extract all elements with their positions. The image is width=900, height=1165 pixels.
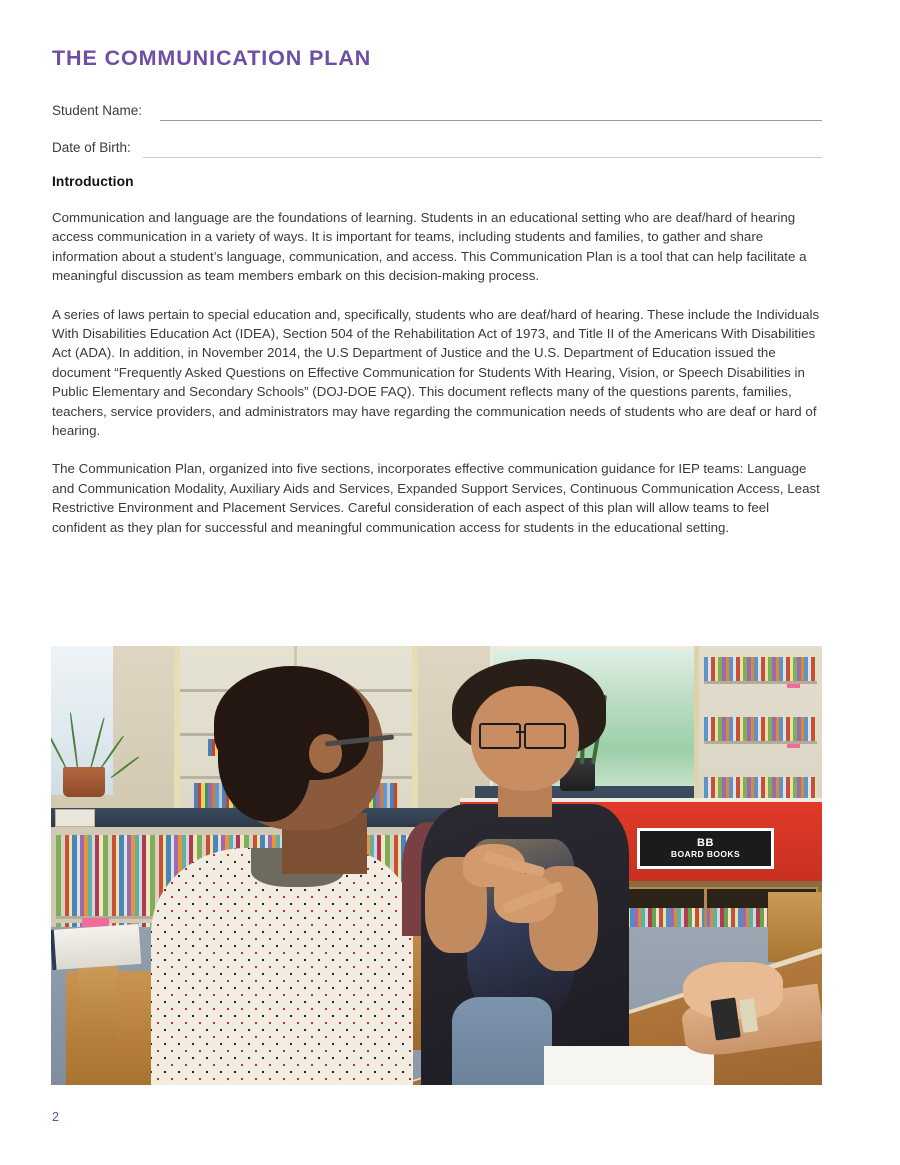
board-books-label: BOARD BOOKS — [670, 849, 741, 860]
board-books-abbrev: BB — [697, 837, 714, 850]
potted-plant — [63, 767, 105, 798]
student-right-glasses-bridge — [516, 731, 525, 733]
paper-on-table — [544, 1046, 714, 1086]
photo-scene — [51, 646, 822, 1085]
body-copy — [52, 208, 822, 537]
paragraph-3: The Communication Plan, organized into five sections, incorporates effective communication guidance for IEP teams: Language and Communication Modality, Auxiliary Aids and Services, Expanded Support Services, Continuous Communication Access, Least Restrictive Environment and Placement Services. Careful consideration of each aspect of this plan will allow teams to feel confident as they plan for successful and meaningful communication access for students in the educational setting. — [52, 461, 820, 535]
third-person-watch — [710, 998, 740, 1041]
page-number: 2 — [52, 1110, 59, 1124]
student-right-glasses-right-lens — [524, 723, 567, 749]
section-heading-introduction: Introduction — [52, 174, 134, 189]
date-of-birth-label: Date of Birth: — [52, 140, 131, 155]
board-books-sign — [637, 828, 774, 869]
student-name-label: Student Name: — [52, 103, 143, 118]
library-conversation-photo — [51, 646, 822, 1085]
student-name-input-rule[interactable] — [160, 120, 822, 121]
paragraph-2: A series of laws pertain to special education and, specifically, students who are deaf/hard of hearing. These include the Individuals With Disabilities Education Act (IDEA), Section 504 of the Rehabilitation Act of 1973, and Title II of the Americans With Disabilities Act (ADA). In addition, in November 2014, the U.S Department of Justice and the U.S. Department of Education issued the document “Frequently Asked Questions on Effective Communication for Students With Hearing, Vision, or Speech Disabilities in Public Elementary and Secondary Schools” (DOJ-DOE FAQ). This document reflects many of the questions parents, families, teachers, service providers, and administrators may have regarding the communication needs of students who are deaf or hard of hearing. — [52, 306, 820, 439]
student-name-field-row — [52, 101, 822, 123]
date-of-birth-field-row — [52, 138, 822, 160]
paragraph-1: Communication and language are the foundations of learning. Students in an educational setting who are deaf/hard of hearing access communication in a variety of ways. It is important for teams, including students and families, to gather and share information about a student’s language, communication, and access. This Communication Plan is a tool that can help facilitate a meaningful discussion as team members embark on this decision-making process. — [52, 210, 807, 284]
student-right-jeans — [452, 997, 552, 1085]
open-book-on-table — [51, 924, 141, 970]
student-right-glasses-left-lens — [479, 723, 522, 749]
page-title: THE COMMUNICATION PLAN — [52, 46, 372, 70]
date-of-birth-input-rule[interactable] — [143, 157, 822, 158]
